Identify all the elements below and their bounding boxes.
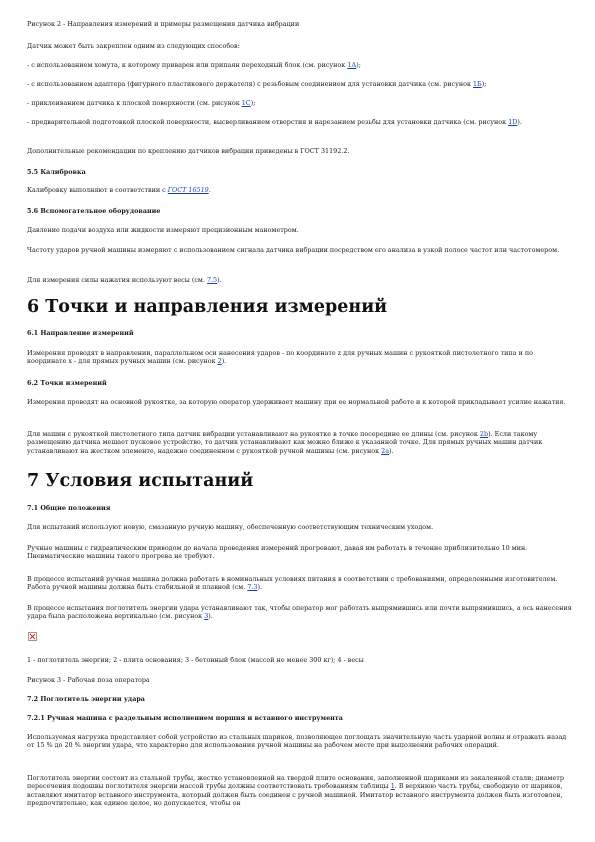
paragraph-text: Поглотитель энергии состоит из стальной трубы, жестко установленной на твердой плите основания, заполненной шариками из закаленной стали; диаметр пересечения подошвы поглотителя энергии массой трубы должны соответствовать требованиям таблицы	[27, 774, 564, 791]
paragraph: Измерения проводят на основной рукоятке, за которую оператор удерживает машину при ее нормальной работе и к которой прикладывает усилие нажатия.	[27, 398, 566, 406]
paragraph-text: Для машин с рукояткой пистолетного типа датчик вибрации устанавливают на рукоятке в точке посередине ее длины (см. рисунок	[27, 430, 480, 438]
chapter-heading-7: 7 Условия испытаний	[27, 471, 254, 491]
paragraph-text: .	[208, 186, 211, 194]
chapter-heading-6: 6 Точки и направления измерений	[27, 297, 388, 317]
paragraph: Давление подачи воздуха или жидкости измеряют прецизионным манометром.	[27, 226, 299, 234]
paragraph-text: Для измерения силы нажатия используют весы (см.	[27, 276, 207, 284]
paragraph-text: ).	[389, 446, 394, 455]
section-heading: 5.6 Вспомогательное оборудование	[27, 207, 161, 215]
figure-link[interactable]: 2	[217, 357, 222, 366]
paragraph: Ручные машины с гидравлическим приводом до начала проведения измерений прогревают, давая им работать в течение приблизительно 10 мин. Пневматические машины такого прогрева не требуют.	[27, 544, 528, 561]
figure-link[interactable]: 2а	[381, 446, 390, 455]
paragraph: Частоту ударов ручной машины измеряют с использованием сигнала датчика вибрации посредством его анализа в узкой полосе частот или частотомером.	[27, 246, 560, 254]
list-item-text: );	[250, 99, 256, 107]
paragraph-text: ). Если такому размещению датчика мешает пусковое устройство, то датчик устанавливают как можно ближе к указанной точке. Для прямых ручных машин датчик устанавливают на жестком элементе, надежно соединенном с рукояткой ручной машины (см. рисунок	[27, 430, 543, 455]
figure-caption-3: Рисунок 3 - Рабочая поза оператора	[27, 676, 150, 684]
paragraph: Датчик может быть закреплен одним из следующих способов:	[27, 42, 240, 50]
section-heading: 7.1 Общие положения	[27, 504, 111, 512]
standard-link[interactable]: ГОСТ 16519	[167, 186, 209, 194]
paragraph: Для испытаний используют новую, смазанную ручную машину, обеспеченную соответствующим техническим уходом.	[27, 523, 434, 531]
paragraph-text: В процессе испытания поглотитель энергии удара устанавливают так, чтобы оператор мог работать выпрямившись или почти выпрямившись, а ось нанесения удара была расположена вертикально (см. рисунок	[27, 604, 572, 621]
paragraph-text: . В верхнюю часть трубы, свободную от шариков, вставляют имитатор вставного инструмента, который должен быть соединен с ручной машиной. Имитатор вставного инструмента должен быть изготовлен, предпочтительно, как единое целое, но допускается, чтобы он	[27, 782, 563, 808]
paragraph-text: ).	[217, 276, 222, 284]
paragraph-text: В процессе испытаний ручная машина должна работать в номинальных условиях питания в соответствии с требованиями, определенными изготовителем. Работа ручной машины должна быть стабильной и плавной (см.	[27, 575, 558, 592]
paragraph-text: ).	[221, 357, 227, 366]
table-link[interactable]: 1	[390, 782, 395, 791]
paragraph: Дополнительные рекомендации по креплению датчиков вибрации приведены в ГОСТ 31192.2.	[27, 147, 350, 155]
paragraph	[27, 604, 572, 621]
subsection-heading: 7.2.1 Ручная машина с раздельным исполнением поршня и вставного инструмента	[27, 714, 343, 722]
list-item-text: );	[356, 61, 361, 69]
paragraph	[27, 575, 572, 592]
paragraph	[27, 430, 572, 455]
list-item-text: - предварительной подготовкой плоской поверхности, высверливанием отверстия и нарезанием резьбы для установки датчика (см. рисунок	[27, 118, 509, 126]
list-item	[27, 80, 572, 88]
section-link[interactable]: 7.3	[247, 583, 258, 592]
paragraph-text: ).	[257, 583, 263, 592]
list-item-text: );	[481, 80, 487, 88]
figure-link[interactable]: 1А	[347, 61, 357, 69]
figure-link[interactable]: 2b	[479, 430, 489, 438]
list-item-text: - с использованием адаптера (фигурного пластикового держателя) с резьбовым соединением для установки датчика (см. рисунок	[27, 80, 473, 88]
section-heading: 7.2 Поглотитель энергии удара	[27, 695, 145, 703]
paragraph-text: ).	[208, 612, 213, 621]
broken-image-icon	[28, 632, 37, 641]
paragraph-text: Измерения проводят в направлении, параллельном оси нанесения ударов - по координате z для ручных машин с рукояткой пистолетного типа и по координате x - для прямых ручных машин (см. рисунок	[27, 349, 533, 366]
list-item-text: ).	[517, 118, 522, 126]
section-heading: 6.1 Направление измерений	[27, 329, 134, 337]
figure-link[interactable]: 1Б	[472, 80, 482, 88]
paragraph: Используемая нагрузка представляет собой устройство из стальных шариков, позволяющее поглощать значительную часть ударной волны и отражать назад от 15 % до 20 % энергии удара, что характерно для использования ручной машины на рабочем месте при выполнении рабочих операций.	[27, 733, 567, 750]
figure-legend: 1 - поглотитель энергии; 2 - плита основания; 3 - бетонный блок (массой не менее 300 кг); 4 - весы	[27, 656, 364, 664]
paragraph-text: Калибровку выполняют в соответствии с	[27, 186, 168, 194]
section-heading: 6.2 Точки измерений	[27, 379, 107, 387]
paragraph	[27, 774, 572, 808]
section-link[interactable]: 7.5	[206, 276, 218, 284]
list-item-text: - с использованием хомута, к которому приварен или припаян переходный блок (см. рисунок	[27, 61, 348, 69]
section-heading: 5.5 Калибровка	[27, 168, 86, 176]
paragraph	[27, 349, 572, 366]
figure-link[interactable]: 3	[204, 612, 209, 621]
list-item	[27, 99, 572, 107]
paragraph	[27, 276, 572, 284]
figure-link[interactable]: 1D	[508, 118, 518, 126]
figure-link[interactable]: 1С	[241, 99, 251, 107]
paragraph	[27, 186, 572, 194]
figure-caption-2: Рисунок 2 - Направления измерений и примеры размещения датчика вибрации	[27, 20, 300, 28]
list-item-text: - приклеиванием датчика к плоской поверхности (см. рисунок	[27, 99, 242, 107]
list-item	[27, 61, 572, 69]
list-item	[27, 118, 572, 126]
